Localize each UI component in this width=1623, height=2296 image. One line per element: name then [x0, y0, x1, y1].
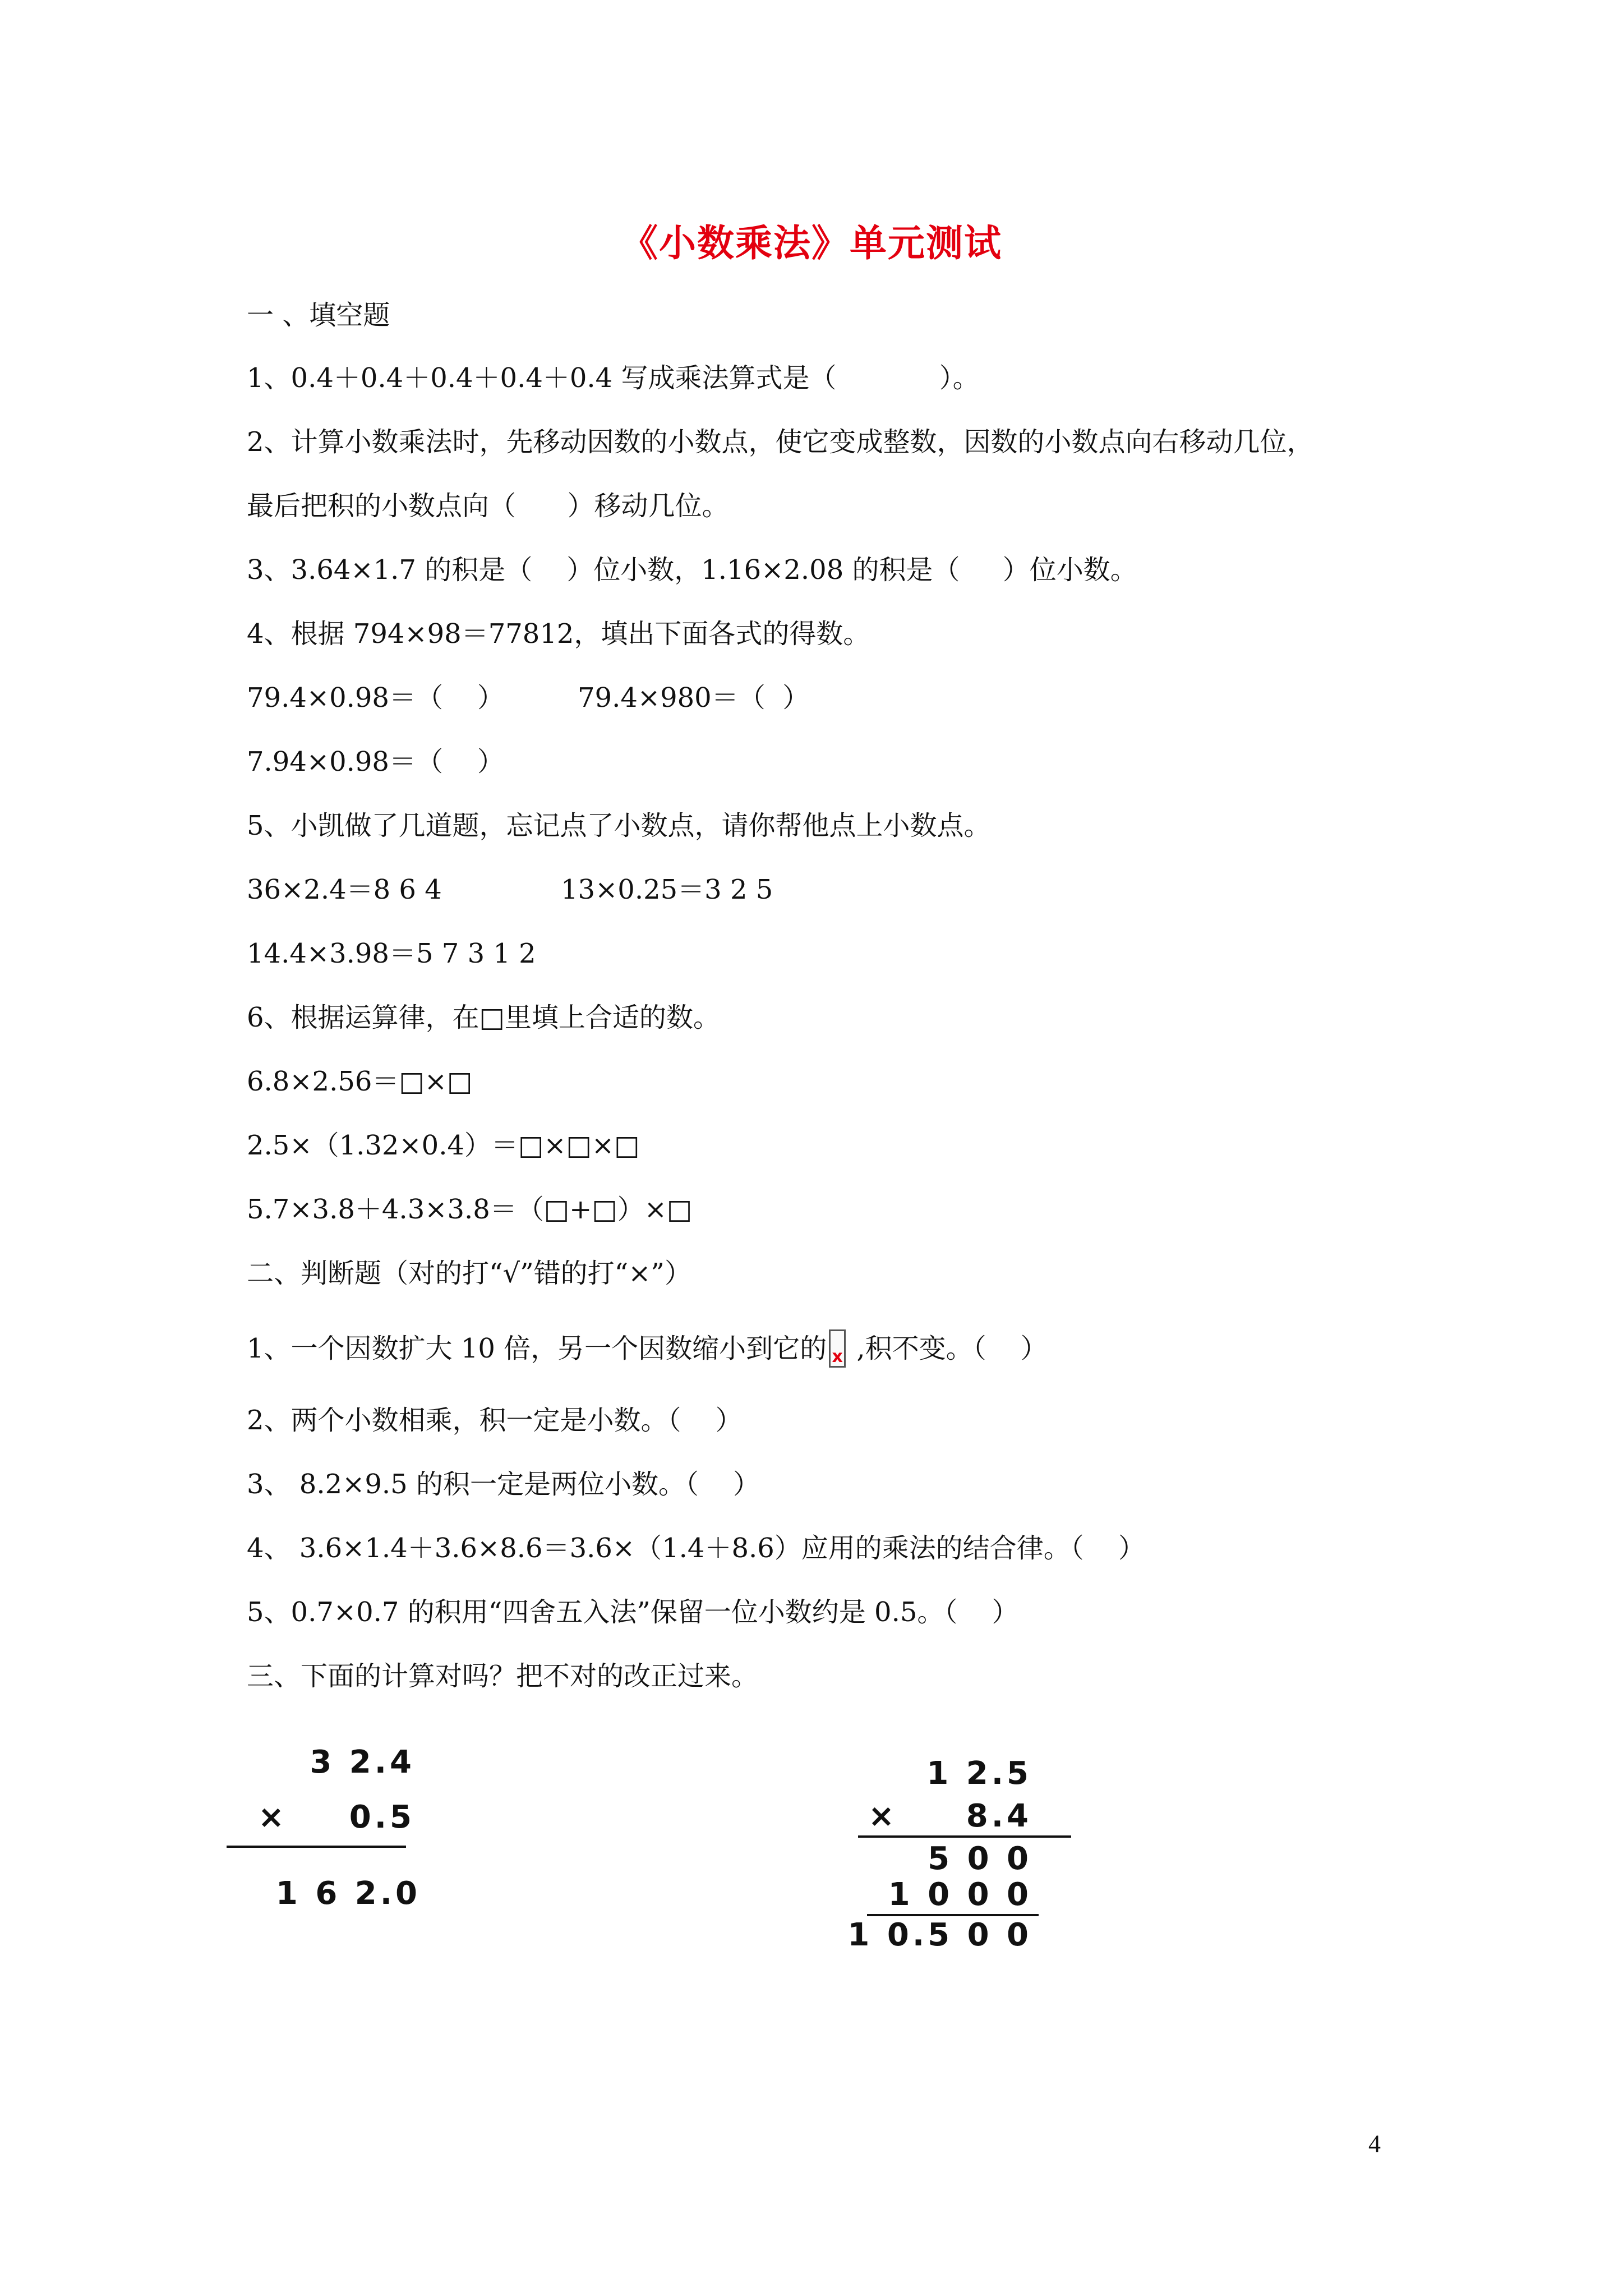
calc1-multiplicand: 3 2.4: [310, 1744, 415, 1780]
question-1-6b: 2.5×（1.32×0.4）＝□×□×□: [247, 1130, 640, 1161]
question-2-3: 3、 8.2×9.5 的积一定是两位小数。（ ）: [247, 1469, 760, 1500]
page-number: 4: [1368, 2130, 1381, 2157]
calc2-rule-2: [867, 1914, 1039, 1916]
calc1-rule: [227, 1846, 406, 1848]
calc2-multiplicand: 1 2.5: [926, 1755, 1032, 1792]
question-1-4c: 7.94×0.98＝（ ）: [247, 746, 505, 777]
question-1-4: 4、根据 794×98＝77812，填出下面各式的得数。: [247, 618, 870, 650]
question-1-6: 6、根据运算律，在□里填上合适的数。: [247, 1002, 720, 1033]
page-title: 《小数乘法》单元测试: [621, 222, 1002, 265]
question-1-2-line1: 2、计算小数乘法时，先移动因数的小数点，使它变成整数，因数的小数点向右移动几位，: [247, 426, 1314, 458]
question-1-4a: 79.4×0.98＝（ ）: [247, 682, 505, 714]
section3-heading: 三、下面的计算对吗？把不对的改正过来。: [247, 1660, 759, 1692]
calc1-multiply-sign: ×: [258, 1799, 288, 1835]
broken-image-icon: x: [829, 1329, 846, 1368]
question-1-5a: 36×2.4＝8 6 4: [247, 874, 442, 905]
question-2-2: 2、两个小数相乘，积一定是小数。（ ）: [247, 1405, 743, 1436]
calc2-multiplier: 8.4: [966, 1798, 1032, 1834]
question-1-5: 5、小凯做了几道题，忘记点了小数点，请你帮他点上小数点。: [247, 810, 991, 841]
question-2-5: 5、0.7×0.7 的积用“四舍五入法”保留一位小数约是 0.5。（ ）: [247, 1596, 1019, 1628]
calc2-multiply-sign: ×: [868, 1798, 898, 1834]
question-2-4: 4、 3.6×1.4＋3.6×8.6＝3.6×（1.4＋8.6）应用的乘法的结合律。（ ）: [247, 1533, 1145, 1564]
section1-heading: 一 、填空题: [247, 300, 390, 331]
question-1-5c: 14.4×3.98＝5 7 3 1 2: [247, 938, 536, 969]
question-1-5b: 13×0.25＝3 2 5: [561, 874, 773, 905]
question-2-1: [247, 1329, 1048, 1368]
calc2-partial-product-1: 5 0 0: [928, 1841, 1032, 1877]
section2-heading: 二、判断题（对的打“√”错的打“×”）: [247, 1258, 691, 1289]
question-2-1-text-after: ,积不变。（ ）: [848, 1333, 1048, 1364]
question-1-1: 1、0.4＋0.4＋0.4＋0.4＋0.4 写成乘法算式是（ ）。: [247, 362, 980, 394]
question-1-6c: 5.7×3.8＋4.3×3.8＝（□+□）×□: [247, 1194, 693, 1225]
question-1-2-line2: 最后把积的小数点向（ ）移动几位。: [247, 490, 729, 522]
calc2-rule-1: [858, 1835, 1071, 1838]
question-1-4b: 79.4×980＝（ ）: [578, 682, 810, 714]
calc2-result: 1 0.5 0 0: [847, 1917, 1032, 1953]
question-1-6a: 6.8×2.56＝□×□: [247, 1066, 473, 1097]
question-2-1-text-before: 1、一个因数扩大 10 倍，另一个因数缩小到它的: [247, 1333, 827, 1364]
calc2-partial-product-2: 1 0 0 0: [888, 1876, 1032, 1913]
calc1-multiplier: 0.5: [349, 1799, 415, 1835]
calc1-result: 1 6 2.0: [275, 1875, 421, 1912]
question-1-3: 3、3.64×1.7 的积是（ ）位小数，1.16×2.08 的积是（ ）位小数。: [247, 554, 1137, 586]
